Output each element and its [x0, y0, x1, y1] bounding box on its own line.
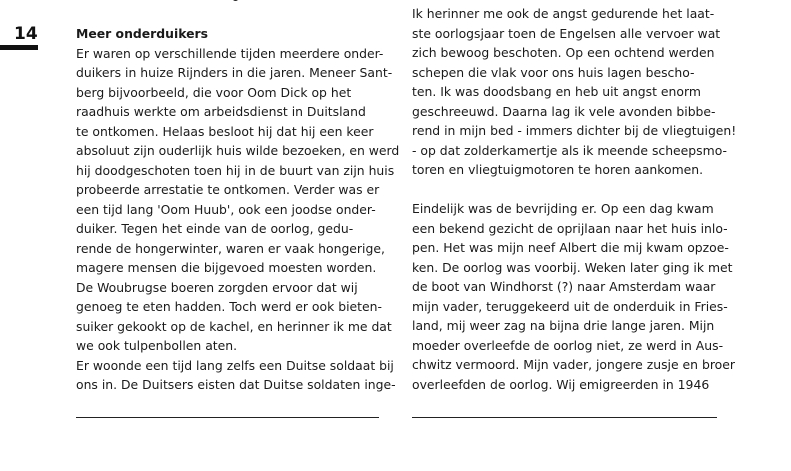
right-text-column: [412, 4, 737, 394]
right-column-bottom-rule: [412, 417, 717, 418]
cropped-glyph-fragment: [232, 0, 242, 2]
text-line: toren en vliegtuigmotoren te horen aankomen.: [412, 162, 704, 177]
text-line: pen. Het was mijn neef Albert die mij kwam opzoe-: [412, 240, 729, 255]
left-column-bottom-rule: [76, 417, 379, 418]
text-line: hij doodgeschoten toen hij in de buurt van zijn huis: [76, 162, 395, 178]
text-line: De Woubrugse boeren zorgden ervoor dat wij: [76, 279, 358, 295]
text-line: magere mensen die bijgevoed moesten worden.: [76, 260, 377, 275]
text-line: ken. De oorlog was voorbij. Weken later ging ik met: [412, 259, 733, 275]
text-line: absoluut zijn ouderlijk huis wilde bezoeken, en werd: [76, 143, 400, 158]
text-line: Er waren op verschillende tijden meerdere onder-: [76, 45, 384, 61]
text-line: Er woonde een tijd lang zelfs een Duitse soldaat bij: [76, 357, 394, 373]
text-line: te ontkomen. Helaas besloot hij dat hij een keer: [76, 123, 374, 139]
text-line: probeerde arrestatie te ontkomen. Verder was er: [76, 182, 380, 197]
text-line: rende de hongerwinter, waren er vaak hongerige,: [76, 240, 385, 256]
page-number-marker-bar: [0, 45, 38, 50]
text-line: duikers in huize Rijnders in die jaren. Meneer Sant-: [76, 65, 393, 80]
text-line: schepen die vlak voor ons huis lagen bescho-: [412, 64, 695, 80]
text-line: ste oorlogsjaar toen de Engelsen alle vervoer wat: [412, 25, 721, 41]
text-line: we ook tulpenbollen aten.: [76, 338, 238, 353]
section-heading: Meer onderduikers: [76, 26, 209, 41]
text-line: raadhuis werkte om arbeidsdienst in Duitsland: [76, 104, 366, 119]
text-line: Ik herinner me ook de angst gedurende het laat-: [412, 6, 715, 21]
text-line: geschreeuwd. Daarna lag ik vele avonden bibbe-: [412, 103, 716, 119]
text-line: ten. Ik was doodsbang en heb uit angst enorm: [412, 84, 701, 99]
text-line: overleefden de oorlog. Wij emigreerden in 1946: [412, 376, 710, 392]
paragraph-gap: [412, 180, 718, 200]
text-line: suiker gekookt op de kachel, en herinner ik me dat: [76, 318, 392, 334]
text-line: ons in. De Duitsers eisten dat Duitse soldaten inge-: [76, 377, 396, 392]
page-number: 14: [14, 24, 38, 44]
text-line: - op dat zolderkamertje als ik meende scheepsmo-: [412, 142, 727, 158]
text-line: een tijd lang 'Oom Huub', ook een joodse onder-: [76, 201, 376, 217]
text-line: moeder overleefde de oorlog niet, ze werd in Aus-: [412, 337, 724, 353]
text-line: land, mij weer zag na bijna drie lange jaren. Mijn: [412, 318, 715, 333]
text-line: mijn vader, teruggekeerd uit de onderduik in Fries-: [412, 298, 728, 314]
text-line: een bekend gezicht de oprijlaan naar het huis inlo-: [412, 220, 728, 236]
text-line: de boot van Windhorst (?) naar Amsterdam waar: [412, 279, 716, 294]
text-line: chwitz vermoord. Mijn vader, jongere zusje en broer: [412, 357, 735, 372]
text-line: duiker. Tegen het einde van de oorlog, gedu-: [76, 221, 354, 236]
text-line: berg bijvoorbeeld, die voor Oom Dick op het: [76, 84, 352, 100]
text-line: genoeg te eten hadden. Toch werd er ook bieten-: [76, 299, 382, 314]
text-line: rend in mijn bed - immers dichter bij de vliegtuigen!: [412, 123, 737, 138]
left-text-column: [76, 24, 400, 395]
text-line: Eindelijk was de bevrijding er. Op een dag kwam: [412, 201, 714, 216]
text-line: zich bewoog beschoten. Op een ochtend werden: [412, 45, 715, 60]
